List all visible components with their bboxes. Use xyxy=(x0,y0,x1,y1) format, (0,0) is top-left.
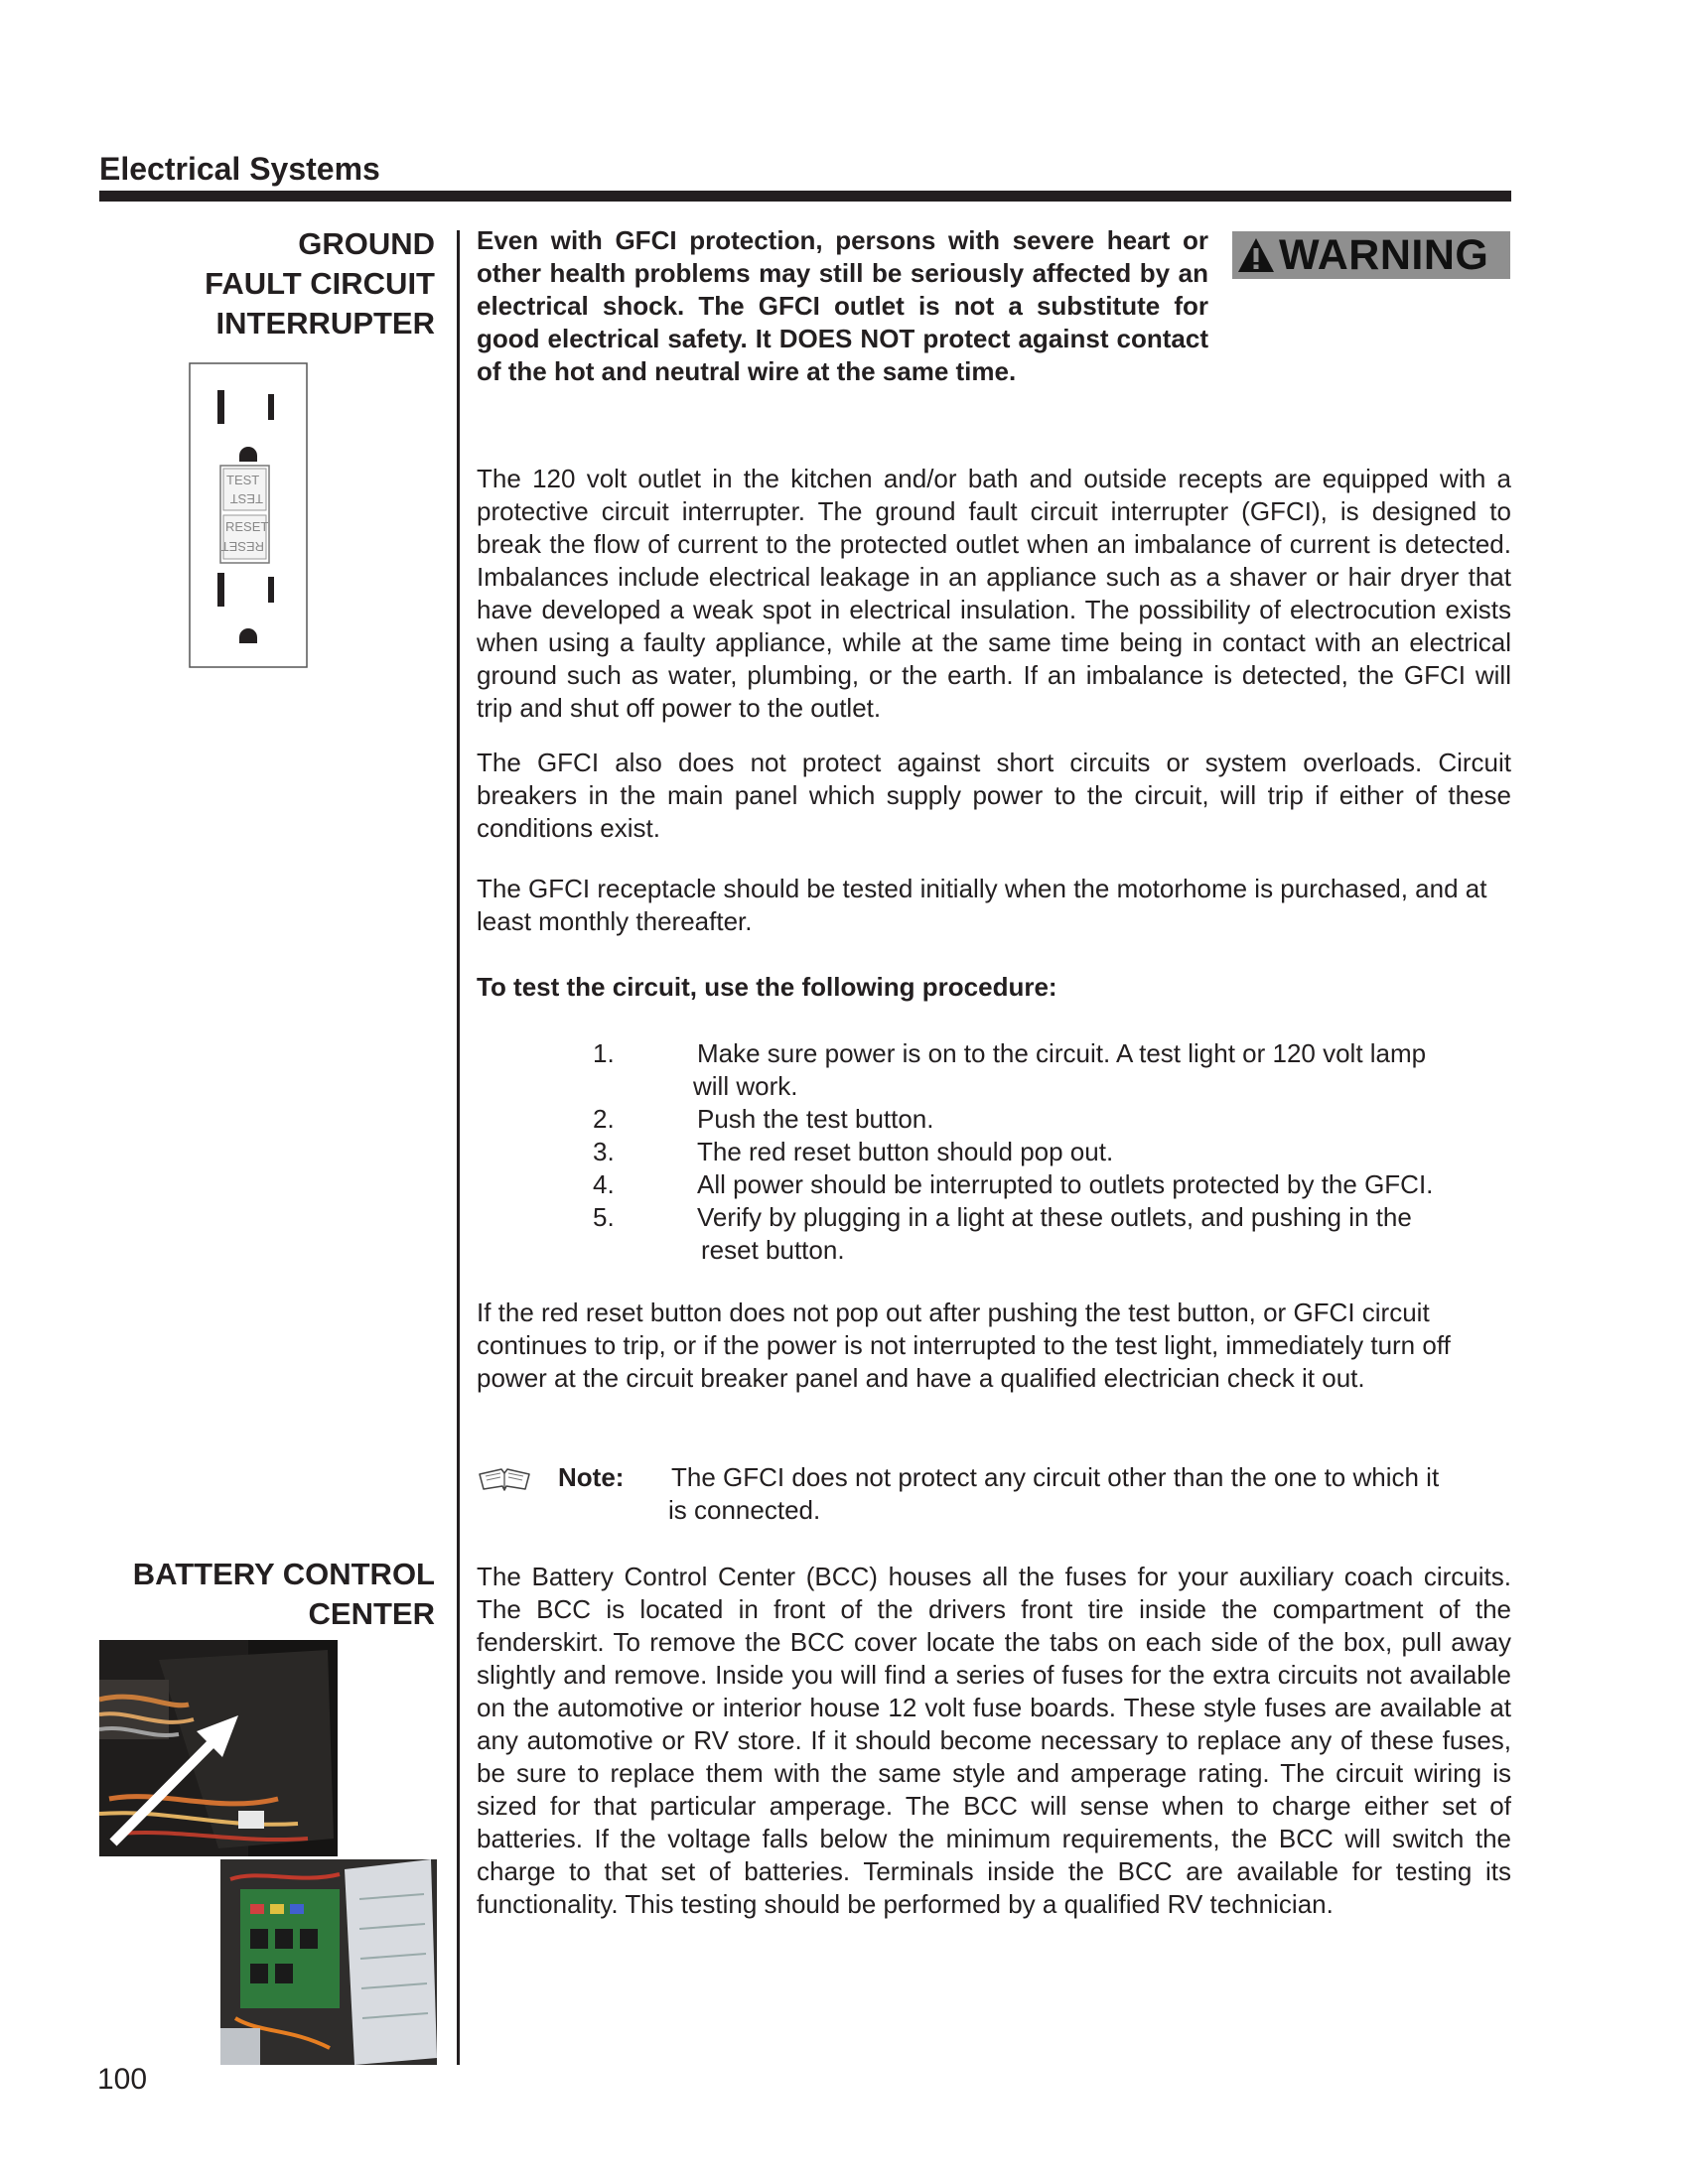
bcc-heading-line: BATTERY CONTROL xyxy=(132,1557,435,1591)
column-divider xyxy=(457,230,460,2065)
gfci-heading-line: FAULT CIRCUIT xyxy=(205,266,435,301)
bcc-heading-line: CENTER xyxy=(308,1596,435,1631)
header-rule xyxy=(99,191,1511,202)
step-text: will work. xyxy=(693,1071,798,1101)
section-title: Electrical Systems xyxy=(99,151,380,187)
list-item xyxy=(477,1037,1511,1070)
list-item xyxy=(477,1136,1511,1168)
outlet-test-label-inverted: TEST xyxy=(229,491,263,506)
procedure-title: To test the circuit, use the following procedure: xyxy=(477,972,1057,1002)
note-label: Note: xyxy=(558,1462,625,1492)
outlet-reset-label-inverted: RESET xyxy=(220,539,264,554)
bcc-fuse-board-photo xyxy=(220,1859,437,2065)
warning-badge-label: WARNING xyxy=(1279,230,1489,279)
note-text: is connected. xyxy=(668,1495,821,1525)
list-item xyxy=(477,1201,1511,1234)
list-item xyxy=(477,1103,1511,1136)
step-number: 1. xyxy=(593,1038,615,1068)
step-text: The red reset button should pop out. xyxy=(697,1137,1114,1166)
gfci-heading xyxy=(77,224,435,343)
gfci-paragraph-4: If the red reset button does not pop out after pushing the test button, or GFCI circuit continues to trip, or if the power is not interrupted to the test light, immediately turn off power at the circuit breaker panel and have a qualified electrician check it out. xyxy=(477,1297,1451,1393)
step-number: 4. xyxy=(593,1169,615,1199)
warning-badge xyxy=(1232,231,1510,279)
gfci-heading-line: INTERRUPTER xyxy=(215,306,435,341)
gfci-outlet-illustration xyxy=(189,362,308,668)
step-number: 3. xyxy=(593,1137,615,1166)
gfci-paragraph-1: The 120 volt outlet in the kitchen and/or bath and outside recepts are equipped with a protective circuit interrupter. The ground fault circuit interrupter (GFCI), is designed to break the flow of current to the protected outlet when an imbalance of current is detected. Imbalances include electrical leakage in an appliance such as a shaver or hair dryer that have developed a weak spot in electrical insulation. The possibility of electrocution exists when using a faulty appliance, while at the same time being in contact with an electrical ground such as water, plumbing, or the earth. If an imbalance is detected, the GFCI will trip and shut off power to the outlet. xyxy=(477,464,1511,723)
step-text: All power should be interrupted to outlets protected by the GFCI. xyxy=(697,1169,1434,1199)
outlet-test-label: TEST xyxy=(226,473,260,487)
gfci-heading-line: GROUND xyxy=(298,226,435,261)
list-item xyxy=(477,1168,1511,1201)
step-number: 5. xyxy=(593,1202,615,1232)
page-number: 100 xyxy=(97,2063,148,2096)
note-text: The GFCI does not protect any circuit other than the one to which it xyxy=(671,1462,1440,1492)
step-number: 2. xyxy=(593,1104,615,1134)
list-item-continuation xyxy=(477,1234,1511,1267)
outlet-reset-label: RESET xyxy=(225,519,269,534)
step-text: reset button. xyxy=(701,1235,845,1265)
gfci-paragraph-2: The GFCI also does not protect against short circuits or system overloads. Circuit breakers in the main panel which supply power to the circuit, will trip if either of these conditions exist. xyxy=(477,748,1511,843)
bcc-heading xyxy=(77,1555,435,1634)
warning-text: Even with GFCI protection, persons with severe heart or other health problems may still be seriously affected by an electrical shock. The GFCI outlet is not a substitute for good electrical safety. It DOES NOT protect against contact of the hot and neutral wire at the same time. xyxy=(477,225,1208,386)
list-item-continuation xyxy=(477,1070,1511,1103)
warning-triangle-icon xyxy=(1237,237,1275,273)
open-book-icon xyxy=(477,1464,532,1494)
gfci-paragraph-3: The GFCI receptacle should be tested initially when the motorhome is purchased, and at least monthly thereafter. xyxy=(477,874,1487,936)
step-text: Verify by plugging in a light at these outlets, and pushing in the xyxy=(697,1202,1412,1232)
bcc-paragraph: The Battery Control Center (BCC) houses all the fuses for your auxiliary coach circuits. The BCC is located in front of the drivers front tire inside the compartment of the fenderskirt. To remove the BCC cover locate the tabs on each side of the box, pull away slightly and remove. Inside you will find a series of fuses for the extra circuits not available on the automotive or interior house 12 volt fuse boards. These style fuses are available at any automotive or RV store. If it should become necessary to replace any of these fuses, be sure to replace them with the same style and amperage rating. The circuit wiring is sized for that particular amperage. The BCC will sense when to charge either set of batteries. If the voltage falls below the minimum requirements, the BCC will switch the charge to that set of batteries. Terminals inside the BCC are available for testing its functionality. This testing should be performed by a qualified RV technician. xyxy=(477,1562,1511,1919)
step-text: Push the test button. xyxy=(697,1104,934,1134)
procedure-list xyxy=(477,1037,1511,1267)
step-text: Make sure power is on to the circuit. A test light or 120 volt lamp xyxy=(697,1038,1427,1068)
bcc-compartment-photo xyxy=(99,1640,338,1856)
